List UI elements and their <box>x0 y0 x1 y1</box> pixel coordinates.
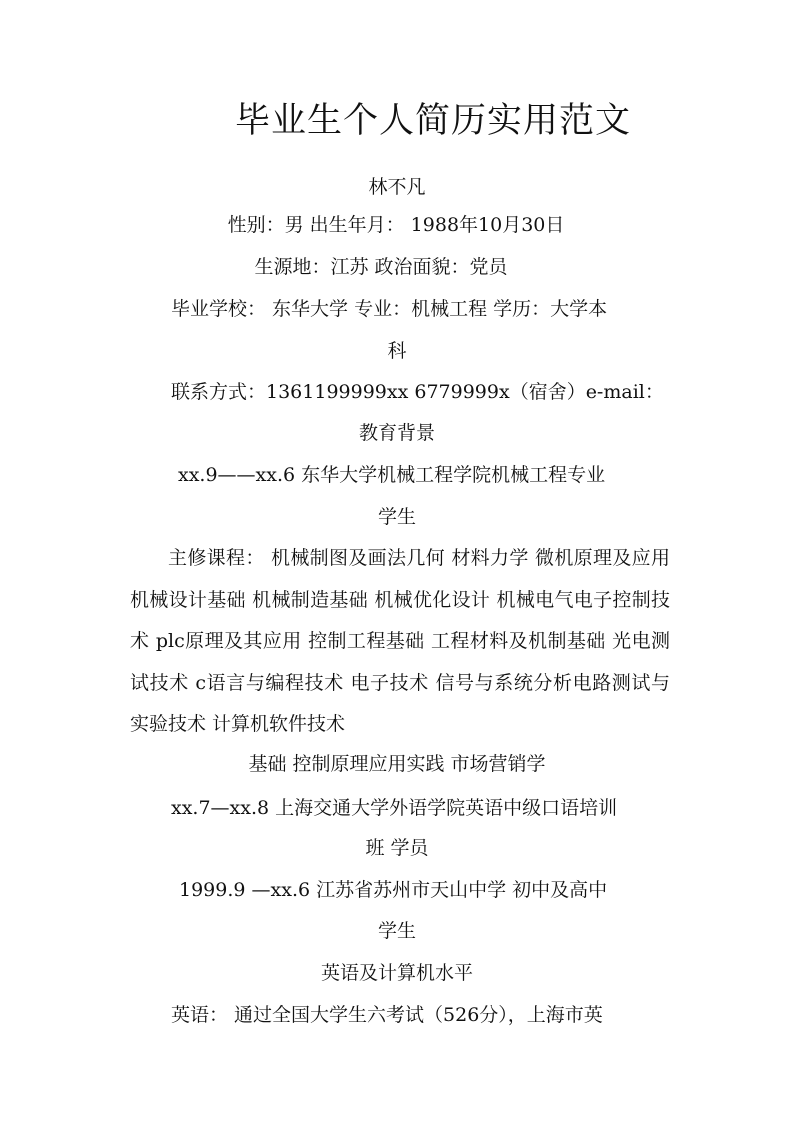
english-level-line: 英语： 通过全国大学生六考试（526分），上海市英 <box>171 1004 603 1026</box>
courses-paragraph: 主修课程： 机械制图及画法几何 材料力学 微机原理及应用 机械设计基础 机械制造基础 机械优化设计 机械电气电子控制技术 plc原理及其应用 控制工程基础 工程材料及机制基础 光电测试技术 c语言与编程技术 电子技术 信号与系统分析电路测试与实验技术 计算机软件技术 <box>130 547 670 735</box>
contact-line: 联系方式：1361199999xx 6779999x（宿舍）e-mail： <box>171 381 664 403</box>
document-title: 毕业生个人简历实用范文 <box>234 101 631 141</box>
school-line-continued: 科 <box>387 340 407 362</box>
education-heading: 教育背景 <box>358 422 435 444</box>
courses-paragraph-last-line: 基础 控制原理应用实践 市场营销学 <box>248 753 546 775</box>
origin-political-line: 生源地：江苏 政治面貌：党员 <box>254 256 508 278</box>
skills-heading: 英语及计算机水平 <box>320 962 473 984</box>
applicant-name: 林不凡 <box>368 176 426 198</box>
school-line: 毕业学校： 东华大学 专业：机械工程 学历：大学本 <box>171 298 608 320</box>
education-item-1: xx.9——xx.6 东华大学机械工程学院机械工程专业 <box>178 464 606 486</box>
education-item-3-continued: 学生 <box>377 920 416 942</box>
gender-birth-line: 性别：男 出生年月： 1988年10月30日 <box>227 214 565 236</box>
education-item-2: xx.7—xx.8 上海交通大学外语学院英语中级口语培训 <box>171 797 618 819</box>
education-item-2-continued: 班 学员 <box>365 837 429 859</box>
education-item-1-continued: 学生 <box>377 506 416 528</box>
education-item-3: 1999.9 —xx.6 江苏省苏州市天山中学 初中及高中 <box>179 879 608 901</box>
